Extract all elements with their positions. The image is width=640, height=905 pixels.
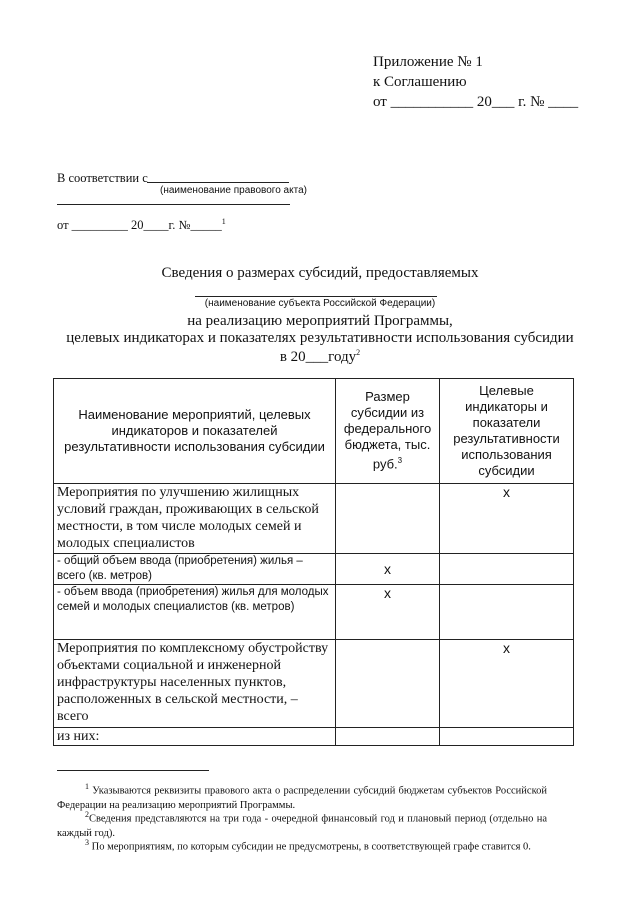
row-subsidy [336, 640, 440, 728]
header-col-subsidy: Размер субсидии из федерального бюджета, тыс. руб.$^3$ [336, 379, 440, 484]
table-row [54, 484, 574, 554]
footnote-ref-2: 2 [356, 348, 361, 357]
agreement-ref: к Соглашению [373, 74, 467, 90]
row-indicator: х [440, 484, 574, 554]
appendix-header [373, 52, 613, 112]
subject-blank [195, 296, 437, 297]
row-subsidy [336, 484, 440, 554]
table-header-row [54, 379, 574, 484]
act-name-blank-2 [57, 204, 290, 205]
row-name: Мероприятия по комплексному обустройству объектами социальной и инженерной инфраструктуры населенных пунктов, расположенных в сельской местности, – всего [54, 640, 336, 728]
act-name-caption: (наименование правового акта) [160, 185, 307, 196]
footnote-ref-1: 1 [221, 217, 226, 226]
footnote-separator [57, 770, 209, 771]
doc-title-line3: целевых индикаторах и показателях результативности использования субсидии [66, 330, 574, 346]
header-col-indicators: Целевые индикаторы и показатели результативности использования субсидии [440, 379, 574, 484]
row-subsidy [336, 728, 440, 746]
row-indicator [440, 554, 574, 585]
doc-title-line2: на реализацию мероприятий Программы, [187, 313, 453, 329]
year-text: в 20___году [279, 349, 357, 365]
in-accordance-label: В соответствии с [57, 171, 148, 185]
row-indicator [440, 585, 574, 640]
row-name: - общий объем ввода (приобретения) жилья – всего (кв. метров) [54, 554, 336, 585]
footnote-3-text: По мероприятиям, по которым субсидии не предусмотрены, в соответствующей графе ставится 0. [91, 841, 531, 853]
footnote-3 [57, 836, 547, 855]
subsidy-table [53, 378, 574, 746]
footnote-2-ref: 2 [85, 810, 89, 819]
row-indicator [440, 728, 574, 746]
table-row [54, 728, 574, 746]
footnote-3-ref: 3 [85, 838, 89, 847]
row-name: - объем ввода (приобретения) жилья для молодых семей и молодых специалистов (кв. метров) [54, 585, 336, 640]
agreement-date-line: от ___________ 20___ г. № ____ [373, 94, 579, 110]
doc-title-line1: Сведения о размерах субсидий, предоставляемых [161, 265, 479, 281]
row-subsidy: х [336, 554, 440, 585]
footnote-1-ref: 1 [85, 782, 89, 791]
row-subsidy: х [336, 585, 440, 640]
footnote-1-text: Указываются реквизиты правового акта о распределении субсидий бюджетам субъектов Российской Федерации на реализацию мероприятий Программы. [57, 785, 548, 811]
row-indicator: х [440, 640, 574, 728]
appendix-title: Приложение № 1 [373, 54, 483, 70]
act-date-text: от _________ 20____г. №_____ [57, 218, 222, 233]
footnote-2-text: Сведения представляются на три года - очередной финансовый год и плановый период (отдельно на каждый год). [57, 813, 547, 839]
doc-title-line4 [0, 348, 640, 366]
table-row [54, 585, 574, 640]
row-name: Мероприятия по улучшению жилищных условий граждан, проживающих в сельской местности, в том числе молодых семей и молодых специалистов [54, 484, 336, 554]
subject-caption: (наименование субъекта Российской Федерации) [204, 298, 436, 309]
act-name-blank [147, 182, 289, 183]
header-col-name: Наименование мероприятий, целевых индикаторов и показателей результативности использования субсидии [54, 379, 336, 484]
table-row [54, 554, 574, 585]
footnote-ref-3: 3 [397, 456, 403, 466]
act-date-line [57, 217, 226, 233]
table-row [54, 640, 574, 728]
row-name: из них: [54, 728, 336, 746]
